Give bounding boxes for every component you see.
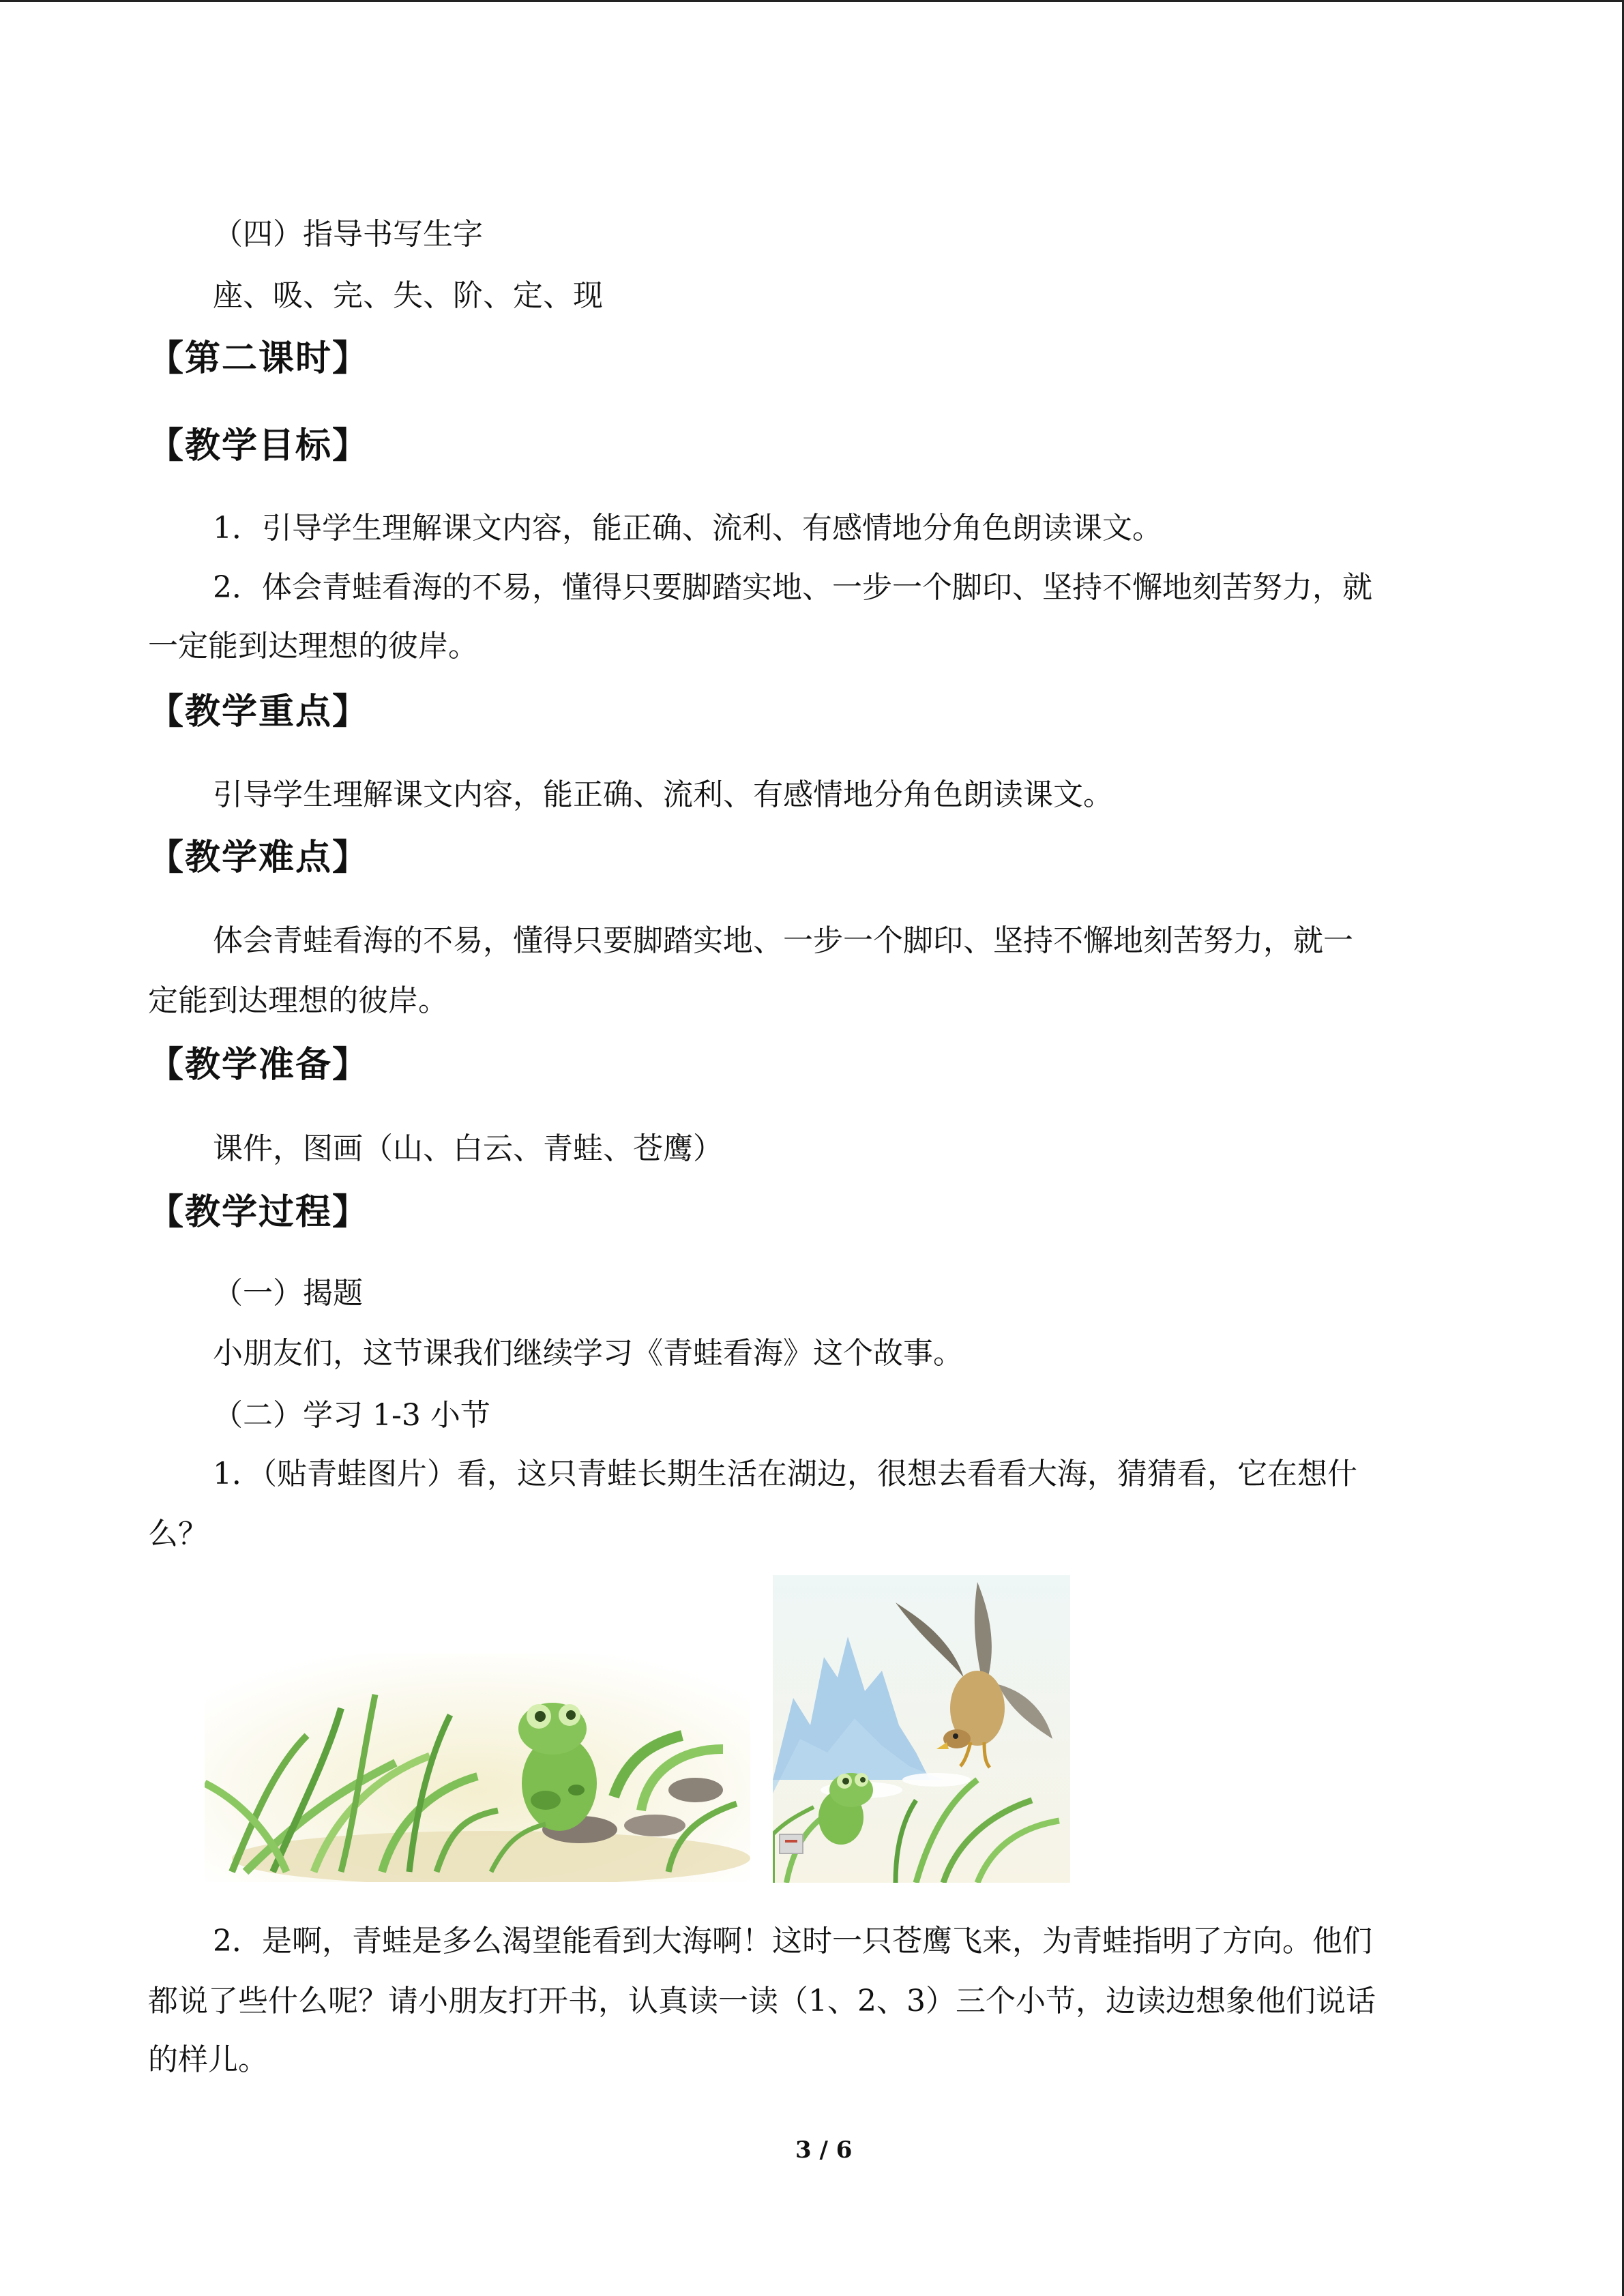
preparation-text: 课件，图画（山、白云、青蛙、苍鹰） xyxy=(213,1131,723,1166)
goals-item1: 1．引导学生理解课文内容，能正确、流利、有感情地分角色朗读课文。 xyxy=(213,511,1162,546)
key-points-heading: 【教学重点】 xyxy=(148,691,370,732)
difficulties-line1: 体会青蛙看海的不易，懂得只要脚踏实地、一步一个脚印、坚持不懈地刻苦努力，就一 xyxy=(213,923,1353,958)
frog-in-grass-illustration xyxy=(205,1654,750,1882)
step2-title: （二）学习 1-3 小节 xyxy=(213,1398,490,1433)
key-points-text: 引导学生理解课文内容，能正确、流利、有感情地分角色朗读课文。 xyxy=(213,777,1113,812)
section4-title: （四）指导书写生字 xyxy=(213,217,483,252)
lesson2-heading: 【第二课时】 xyxy=(148,338,370,379)
eagle-and-frog-illustration xyxy=(773,1575,1070,1883)
difficulties-heading: 【教学难点】 xyxy=(148,837,370,878)
page-border-top xyxy=(0,0,1624,2)
page-number: 3 / 6 xyxy=(795,2136,853,2164)
question2-line3: 的样儿。 xyxy=(148,2042,268,2077)
goals-heading: 【教学目标】 xyxy=(148,426,370,466)
question1-line2: 么？ xyxy=(148,1517,208,1551)
process-heading: 【教学过程】 xyxy=(148,1192,370,1233)
step1-title: （一）揭题 xyxy=(213,1276,363,1311)
section4-chars: 座、吸、完、失、阶、定、现 xyxy=(213,278,603,313)
difficulties-line2: 定能到达理想的彼岸。 xyxy=(148,983,448,1018)
question2-line2: 都说了些什么呢？请小朋友打开书，认真读一读（1、2、3）三个小节，边读边想象他们说话 xyxy=(148,1984,1376,2018)
step1-text: 小朋友们，这节课我们继续学习《青蛙看海》这个故事。 xyxy=(213,1336,963,1371)
preparation-heading: 【教学准备】 xyxy=(148,1045,370,1086)
question1-line1: 1．（贴青蛙图片）看，这只青蛙长期生活在湖边，很想去看看大海，猜猜看，它在想什 xyxy=(213,1457,1357,1491)
goals-item2-line1: 2．体会青蛙看海的不易，懂得只要脚踏实地、一步一个脚印、坚持不懈地刻苦努力，就 xyxy=(213,570,1372,605)
goals-item2-line2: 一定能到达理想的彼岸。 xyxy=(148,629,478,664)
question2-line1: 2．是啊，青蛙是多么渴望能看到大海啊！这时一只苍鹰飞来，为青蛙指明了方向。他们 xyxy=(213,1924,1372,1958)
